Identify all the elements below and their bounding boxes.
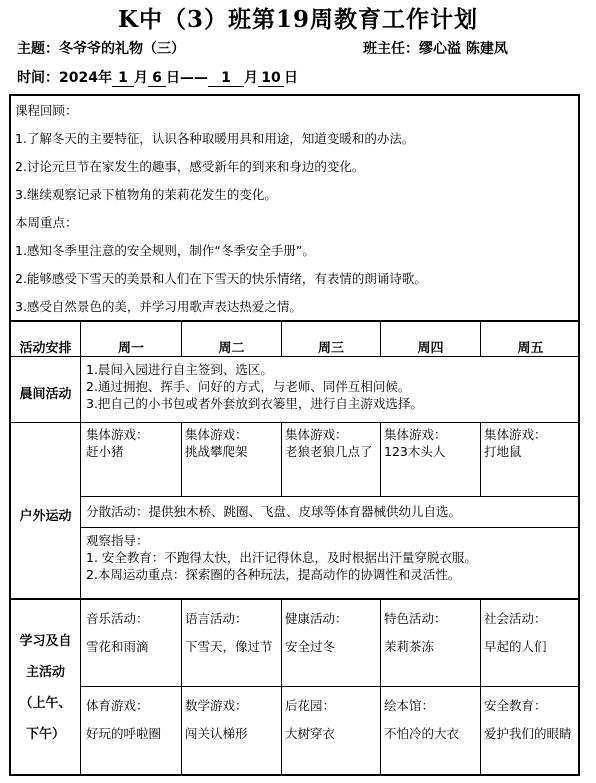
game-name: 打地鼠 bbox=[484, 444, 522, 459]
outdoor-game-wednesday bbox=[285, 426, 377, 460]
divider-games bbox=[81, 496, 580, 497]
learning-friday-2 bbox=[484, 692, 577, 748]
morning-activities bbox=[86, 361, 423, 412]
divider-scattered bbox=[81, 527, 580, 528]
end-day: 10 bbox=[258, 70, 284, 87]
activity-name: 好玩的呼啦圈 bbox=[86, 726, 162, 741]
game-type: 集体游戏： bbox=[285, 427, 348, 442]
day-monday: 周一 bbox=[117, 341, 144, 356]
year: 2024 bbox=[59, 70, 98, 86]
activity-type: 特色活动： bbox=[384, 611, 447, 626]
teacher-line bbox=[363, 38, 508, 58]
focus-item-3: 3.感受自然景色的美，并学习用歌声表达热爱之情。 bbox=[15, 299, 302, 314]
activity-name: 下雪天，像过节 bbox=[185, 639, 273, 654]
day-tuesday: 周二 bbox=[218, 341, 245, 356]
learning-label-line-4: 下午） bbox=[25, 727, 65, 742]
learning-thursday-2 bbox=[384, 692, 477, 748]
activity-name: 爱护我们的眼睛 bbox=[484, 726, 572, 741]
theme-value: 冬爷爷的礼物（三） bbox=[59, 41, 185, 57]
teacher-label: 班主任： bbox=[363, 41, 419, 57]
theme-label: 主题： bbox=[17, 41, 59, 57]
activity-type: 体育游戏： bbox=[86, 698, 149, 713]
focus-item-2: 2.能够感受下雪天的美景和人们在下雪天的快乐情绪，有表情的朗诵诗歌。 bbox=[15, 271, 427, 286]
outdoor-game-monday bbox=[86, 426, 178, 460]
col-divider-4 bbox=[480, 422, 481, 497]
morning-line-1: 1.晨间入园进行自主签到、选区。 bbox=[86, 362, 273, 377]
col-divider-2 bbox=[281, 599, 282, 776]
game-type: 集体游戏： bbox=[484, 427, 547, 442]
divider-learning-rows bbox=[81, 686, 580, 687]
day-wednesday: 周三 bbox=[317, 341, 344, 356]
review-heading: 课程回顾： bbox=[15, 103, 78, 118]
learning-tuesday-2 bbox=[185, 692, 278, 748]
col-divider-3 bbox=[380, 422, 381, 497]
label-column-divider bbox=[80, 321, 81, 776]
learning-thursday-1 bbox=[384, 605, 477, 661]
learning-monday-2 bbox=[86, 692, 178, 748]
activity-name: 不怕冷的大衣 bbox=[384, 726, 460, 741]
learning-friday-1 bbox=[484, 605, 577, 661]
end-month: 1 bbox=[208, 70, 244, 87]
review-item-3: 3.继续观察记录下植物角的茉莉花发生的变化。 bbox=[15, 187, 277, 202]
learning-label-line-1: 学习及自 bbox=[19, 634, 72, 649]
activity-name: 闯关认梯形 bbox=[185, 726, 248, 741]
page-title: K中（3）班第19周教育工作计划 bbox=[117, 6, 478, 33]
activity-type: 安全教育： bbox=[484, 698, 547, 713]
activity-name: 雪花和雨滴 bbox=[86, 639, 149, 654]
focus-item-1: 1.感知冬季里注意的安全规则，制作“冬季安全手册”。 bbox=[15, 243, 315, 258]
theme-line bbox=[17, 38, 185, 58]
game-type: 集体游戏： bbox=[384, 427, 447, 442]
learning-wednesday-2 bbox=[285, 692, 377, 748]
outdoor-guidance bbox=[86, 532, 477, 583]
game-name: 老狼老狼几点了 bbox=[285, 444, 373, 459]
divider-header-row bbox=[9, 356, 580, 357]
game-type: 集体游戏： bbox=[86, 427, 149, 442]
activity-type: 音乐活动： bbox=[86, 611, 149, 626]
learning-tuesday-1 bbox=[185, 605, 278, 661]
activity-name: 大树穿衣 bbox=[285, 726, 336, 741]
time-line: 时间：2024年 1 月 6 日—— 1 月 10 日 bbox=[17, 70, 298, 86]
activity-name: 安全过冬 bbox=[285, 639, 336, 654]
learning-label bbox=[11, 626, 80, 750]
outdoor-game-thursday bbox=[384, 426, 477, 460]
activity-type: 绘本馆： bbox=[384, 698, 435, 713]
game-name: 赶小猪 bbox=[86, 444, 124, 459]
morning-line-3: 3.把自己的小书包或者外套放到衣篓里，进行自主游戏选择。 bbox=[86, 396, 423, 411]
scattered-activity: 分散活动：提供独木桥、跳圈、飞盘、皮球等体育器械供幼儿自选。 bbox=[86, 504, 462, 519]
learning-label-line-3: （上午、 bbox=[19, 696, 72, 711]
activity-type: 语言活动： bbox=[185, 611, 248, 626]
start-month: 1 bbox=[112, 70, 134, 87]
teacher-names: 缪心溢 陈建凤 bbox=[419, 41, 508, 57]
guidance-line-2: 2.本周运动重点：探索圈的各种玩法，提高动作的协调性和灵活性。 bbox=[86, 567, 461, 582]
divider-outdoor bbox=[9, 598, 580, 600]
outdoor-game-tuesday bbox=[185, 426, 278, 460]
review-item-2: 2.讨论元旦节在家发生的趣事，感受新年的到来和身边的变化。 bbox=[15, 159, 365, 174]
morning-line-2: 2.通过拥抱、挥手、问好的方式，与老师、同伴互相问候。 bbox=[86, 379, 411, 394]
start-day: 6 bbox=[148, 70, 166, 87]
focus-heading: 本周重点： bbox=[15, 215, 78, 230]
col-divider-4 bbox=[480, 599, 481, 776]
activity-name: 早起的人们 bbox=[484, 639, 547, 654]
activity-type: 后花园： bbox=[285, 698, 336, 713]
learning-monday-1 bbox=[86, 605, 178, 661]
activity-type: 数学游戏： bbox=[185, 698, 248, 713]
day-thursday: 周四 bbox=[417, 341, 444, 356]
guidance-heading: 观察指导： bbox=[86, 533, 149, 548]
outdoor-game-friday bbox=[484, 426, 577, 460]
game-name: 123木头人 bbox=[384, 444, 446, 459]
activity-type: 社会活动： bbox=[484, 611, 547, 626]
morning-label: 晨间活动 bbox=[19, 387, 72, 402]
activity-name: 茉莉茶冻 bbox=[384, 639, 435, 654]
review-item-1: 1.了解冬天的主要特征，认识各种取暖用具和用途，知道变暖和的办法。 bbox=[15, 131, 415, 146]
divider-review bbox=[9, 320, 580, 322]
activity-type: 健康活动： bbox=[285, 611, 348, 626]
guidance-line-1: 1. 安全教育：不跑得太快，出汗记得休息，及时根据出汗量穿脱衣服。 bbox=[86, 550, 477, 565]
col-divider-3 bbox=[380, 599, 381, 776]
outdoor-label: 户外运动 bbox=[19, 509, 72, 524]
learning-wednesday-1 bbox=[285, 605, 377, 661]
game-type: 集体游戏： bbox=[185, 427, 248, 442]
col-divider-2 bbox=[281, 422, 282, 497]
col-divider-1 bbox=[181, 422, 182, 497]
divider-morning bbox=[9, 422, 580, 423]
learning-label-line-2: 主活动 bbox=[25, 665, 65, 680]
col-divider-1 bbox=[181, 599, 182, 776]
game-name: 挑战攀爬架 bbox=[185, 444, 248, 459]
corner-label: 活动安排 bbox=[19, 341, 72, 356]
day-friday: 周五 bbox=[517, 341, 544, 356]
time-label: 时间： bbox=[17, 70, 59, 86]
